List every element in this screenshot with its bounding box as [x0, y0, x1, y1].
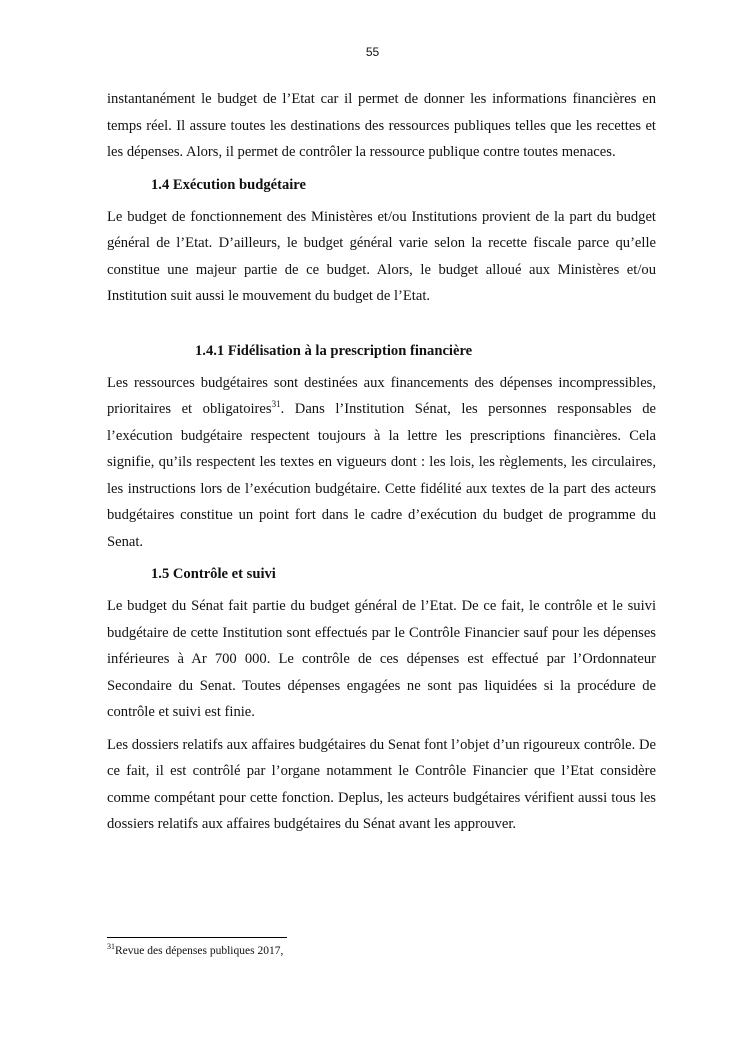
controle-suivi-paragraph-2: Les dossiers relatifs aux affaires budgétaires du Senat font l’objet d’un rigoureux contrôle. De ce fait, il est contrôlé par l’organe notamment le Contrôle Financier que l’Etat considère comme compétant pour cette fonction. Deplus, les acteurs budgétaires vérifient aussi tous les dossiers relatifs aux affaires budgétaires du Sénat avant les approuver. [107, 736, 656, 832]
footnote-reference: 31 [271, 399, 281, 410]
controle-suivi-paragraph-1: Le budget du Sénat fait partie du budget général de l’Etat. De ce fait, le contrôle et le suivi budgétaire de cette Institution sont effectués par le Contrôle Financier sauf pour les dépenses inférieures à Ar 700 000. Le contrôle de ces dépenses est effectué par l’Ordonnateur Secondaire du Senat. Toutes dépenses engagées ne sont pas liquidées si la procédure de contrôle et suivi est finie. [107, 598, 656, 720]
page-number: 55 [365, 45, 380, 59]
heading-execution-budgetaire: 1.4 Exécution budgétaire [151, 176, 306, 193]
fidelisation-paragraph [107, 370, 656, 556]
fidelisation-text-after-ref: . Dans l’Institution Sénat, les personnes responsables de l’exécution budgétaire respectent toujours à la lettre les prescriptions financières. Cela signifie, qu’ils respectent les textes en vigueurs dont : les lois, les règlements, les circulaires, les instructions lors de l’exécution budgétaire. Cette fidélité aux textes de la part des acteurs budgétaires constitue un point fort dans le cadre d’exécution du budget de programme du Senat. [107, 401, 656, 550]
footnote-text: Revue des dépenses publiques 2017, [115, 945, 284, 957]
footnote-number: 31 [107, 942, 115, 952]
page-body [107, 86, 656, 844]
execution-budgetaire-paragraph: Le budget de fonctionnement des Ministères et/ou Institutions provient de la part du budget général de l’Etat. D’ailleurs, le budget général varie selon la recette fiscale parce qu’elle constitue une majeur partie de ce budget. Alors, le budget alloué aux Ministères et/ou Institution suit aussi le mouvement du budget de l’Etat. [107, 208, 656, 304]
intro-paragraph: instantanément le budget de l’Etat car il permet de donner les informations financières en temps réel. Il assure toutes les destinations des ressources publiques telles que les recettes et les dépenses. Alors, il permet de contrôler la ressource publique contre toutes menaces. [107, 91, 656, 160]
footnote-separator [107, 937, 287, 938]
footnote [107, 942, 284, 957]
fidelisation-text-before-ref: Les ressources budgétaires sont destinées aux financements des dépenses incompressibles, prioritaires et obligatoires [107, 374, 656, 417]
section-spacer [107, 316, 656, 338]
heading-controle-suivi: 1.5 Contrôle et suivi [151, 566, 276, 582]
heading-fidelisation: 1.4.1 Fidélisation à la prescription financière [195, 342, 473, 359]
